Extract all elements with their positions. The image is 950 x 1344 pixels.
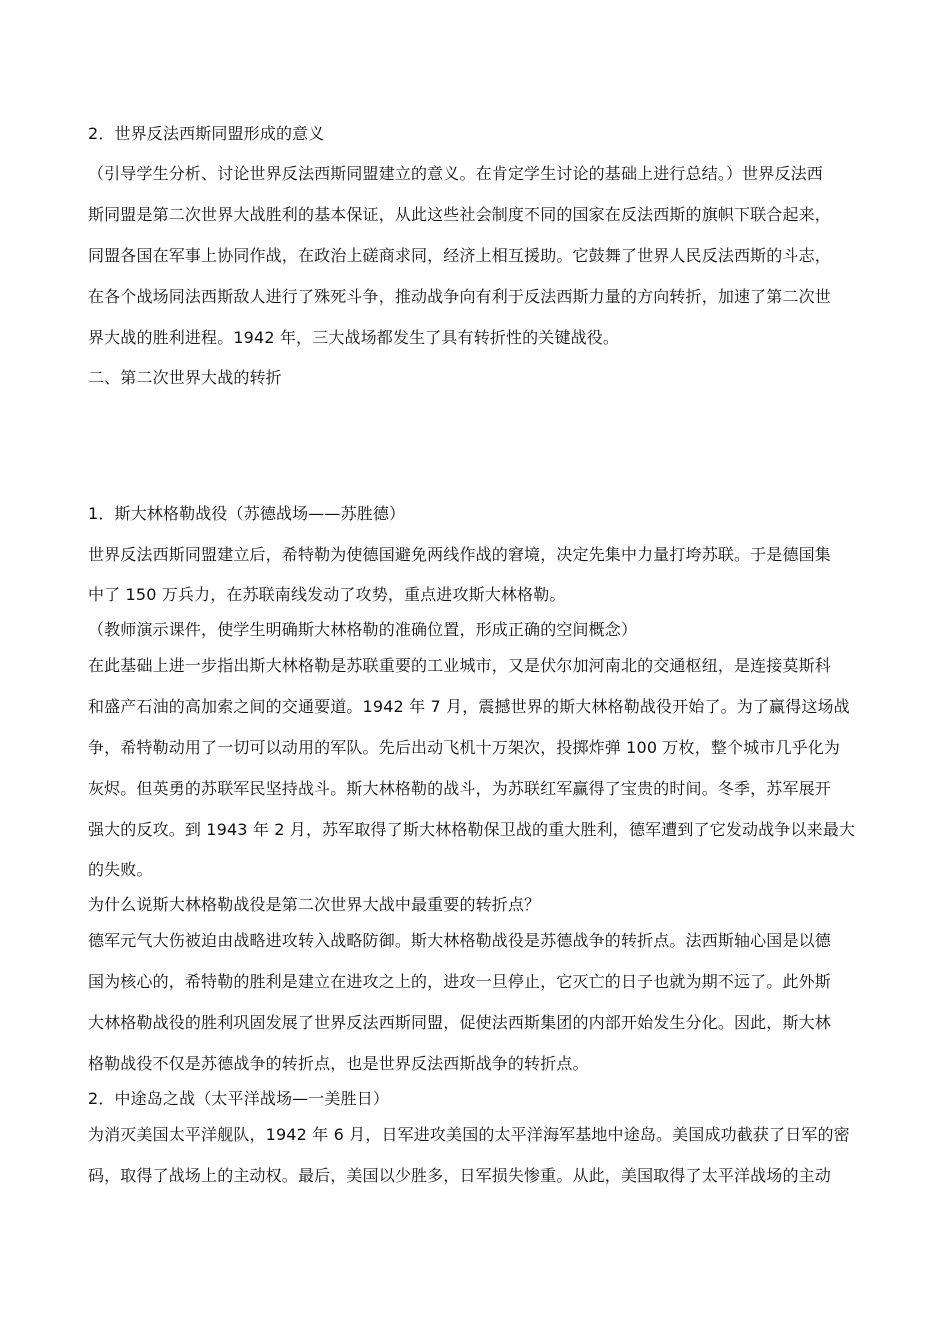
paragraph-line: 中了 150 万兵力，在苏联南线发动了攻势，重点进攻斯大林格勒。 — [88, 585, 566, 604]
paragraph-line: 为消灭美国太平洋舰队，1942 年 6 月，日军进攻美国的太平洋海军基地中途岛。美国成功截获了日军的密 — [88, 1125, 850, 1144]
paragraph-line: 德军元气大伤被迫由战略进攻转入战略防御。斯大林格勒战役是苏德战争的转折点。法西斯轴心国是以德 — [88, 931, 831, 950]
paragraph-line: 和盛产石油的高加索之间的交通要道。1942 年 7 月，震撼世界的斯大林格勒战役开始了。为了赢得这场战 — [88, 697, 850, 716]
paragraph-line: 斯同盟是第二次世界大战胜利的基本保证，从此这些社会制度不同的国家在反法西斯的旗帜下联合起来， — [88, 205, 831, 224]
paragraph-line: 同盟各国在军事上协同作战，在政治上磋商求同，经济上相互援助。它鼓舞了世界人民反法西斯的斗志， — [88, 246, 831, 265]
paragraph-line: 在此基础上进一步指出斯大林格勒是苏联重要的工业城市，又是伏尔加河南北的交通枢纽，是连接莫斯科 — [88, 656, 831, 675]
section-heading-war-turning-point: 二、第二次世界大战的转折 — [88, 368, 282, 387]
paragraph-line: 界大战的胜利进程。1942 年，三大战场都发生了具有转折性的关键战役。 — [88, 328, 620, 347]
paragraph-line: 世界反法西斯同盟建立后，希特勒为使德国避免两线作战的窘境，决定先集中力量打垮苏联。于是德国集 — [88, 545, 831, 564]
section-heading-alliance-significance: 2．世界反法西斯同盟形成的意义 — [88, 124, 325, 143]
paragraph-line: 的失败。 — [88, 860, 153, 879]
question-line: 为什么说斯大林格勒战役是第二次世界大战中最重要的转折点？ — [88, 895, 541, 914]
paragraph-line: 码，取得了战场上的主动权。最后，美国以少胜多，日军损失惨重。从此，美国取得了太平洋战场的主动 — [88, 1166, 831, 1185]
paragraph-line: 格勒战役不仅是苏德战争的转折点，也是世界反法西斯战争的转折点。 — [88, 1054, 589, 1073]
paragraph-line: 大林格勒战役的胜利巩固发展了世界反法西斯同盟，促使法西斯集团的内部开始发生分化。因此，斯大林 — [88, 1013, 831, 1032]
paragraph-line: 强大的反攻。到 1943 年 2 月，苏军取得了斯大林格勒保卫战的重大胜利，德军遭到了它发动战争以来最大 — [88, 820, 856, 839]
section-heading-midway: 2．中途岛之战（太平洋战场—一美胜日） — [88, 1089, 390, 1108]
paragraph-line: （教师演示课件，使学生明确斯大林格勒的准确位置，形成正确的空间概念） — [88, 620, 638, 639]
paragraph-line: 灰烬。但英勇的苏联军民坚持战斗。斯大林格勒的战斗，为苏联红军赢得了宝贵的时间。冬季，苏军展开 — [88, 779, 831, 798]
paragraph-line: 争，希特勒动用了一切可以动用的军队。先后出动飞机十万架次，投掷炸弹 100 万枚，整个城市几乎化为 — [88, 738, 841, 757]
section-heading-stalingrad: 1．斯大林格勒战役（苏德战场——苏胜德） — [88, 504, 406, 523]
paragraph-line: 国为核心的，希特勒的胜利是建立在进攻之上的，进攻一旦停止，它灭亡的日子也就为期不远了。此外斯 — [88, 972, 831, 991]
paragraph-line: 在各个战场同法西斯敌人进行了殊死斗争，推动战争向有利于反法西斯力量的方向转折，加速了第二次世 — [88, 287, 831, 306]
paragraph-line: （引导学生分析、讨论世界反法西斯同盟建立的意义。在肯定学生讨论的基础上进行总结。）世界反法西 — [88, 164, 823, 183]
